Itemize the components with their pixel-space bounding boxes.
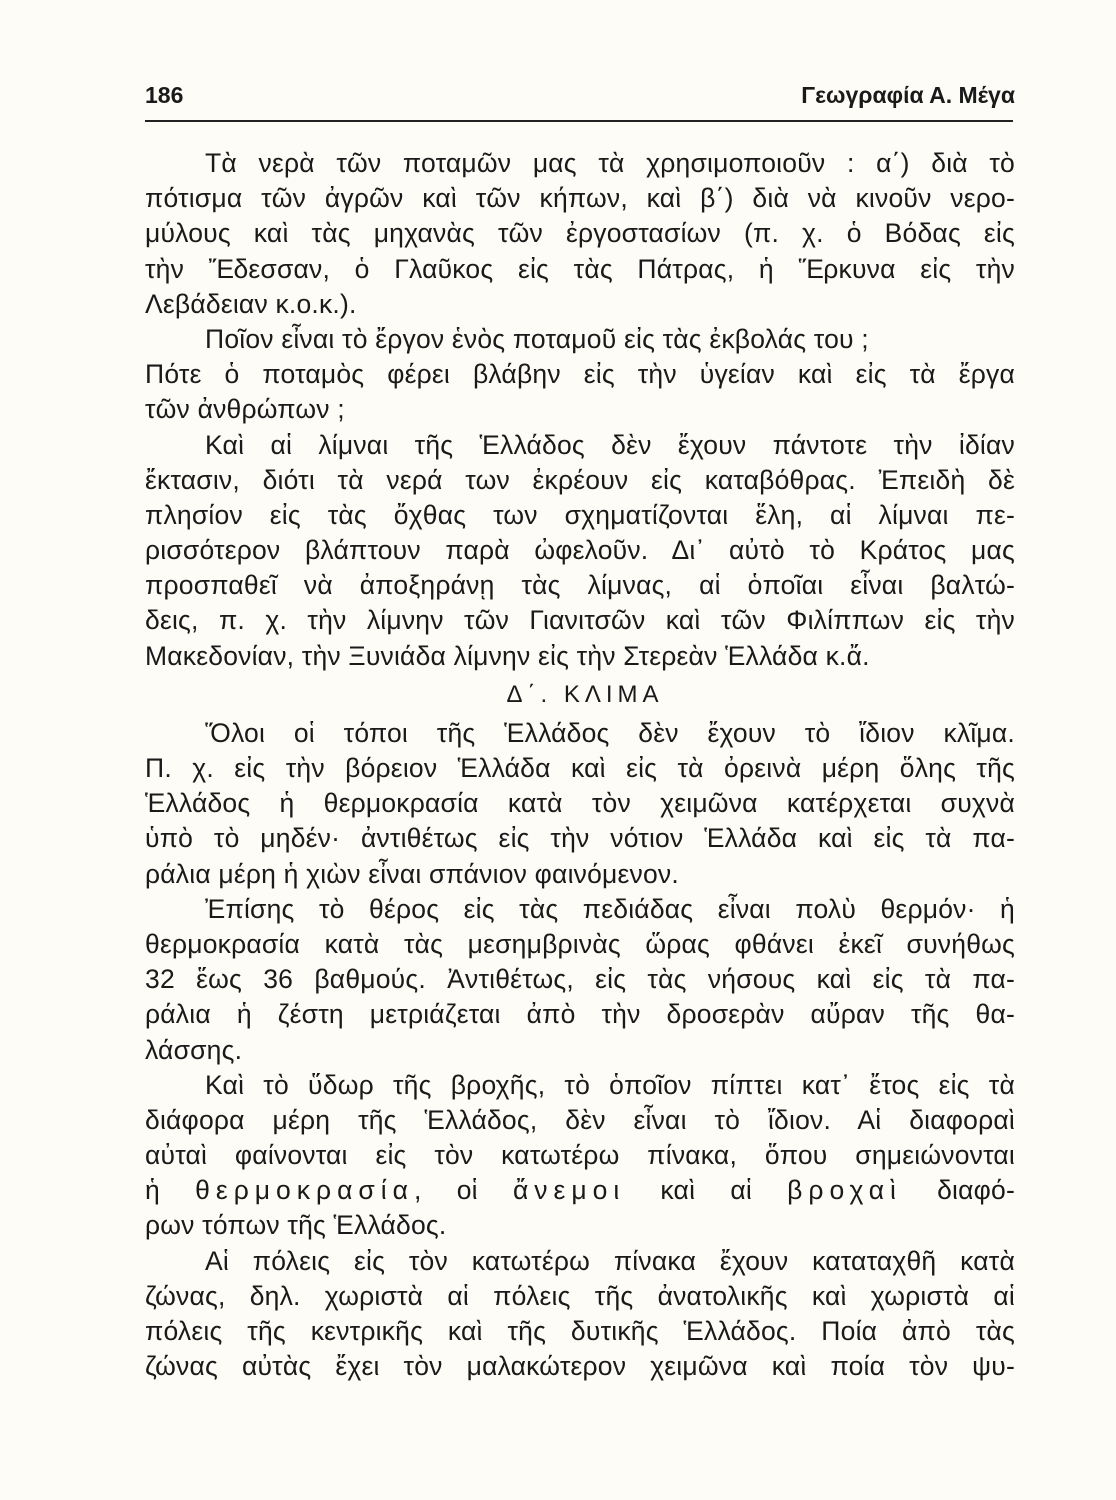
paragraph-questions bbox=[145, 322, 1015, 428]
text-line: Π. χ. εἰς τὴν βόρειον Ἑλλάδα καὶ εἰς τὰ ὀρεινὰ μέρη ὅλης τῆς bbox=[145, 753, 1015, 783]
text-line: Μακεδονίαν, τὴν Ξυνιάδα λίμνην εἰς τὴν Στερεὰν Ἑλλάδα κ.ἄ. bbox=[145, 640, 870, 671]
text-line: τὴν Ἔδεσσαν, ὁ Γλαῦκος εἰς τὰς Πάτρας, ἡ Ἕρκυνα εἰς τὴν bbox=[145, 253, 1015, 284]
running-title: Γεωγραφία Α. Μέγα bbox=[801, 82, 1015, 108]
text-line: ζώνας αὐτὰς ἔχει τὸν μαλακώτερον χειμῶνα καὶ ποία τὸν ψυ- bbox=[145, 1351, 1015, 1382]
spaced-word: θερμοκρασία bbox=[195, 1175, 414, 1206]
spaced-word: βροχαὶ bbox=[787, 1175, 902, 1206]
section-heading: Δ΄. ΚΛΙΜΑ bbox=[506, 680, 664, 708]
paragraph-zones bbox=[145, 1244, 1015, 1385]
text-fragment: ἡ bbox=[145, 1175, 196, 1206]
paragraph-summer bbox=[145, 892, 1015, 1068]
text-line: αὐταὶ φαίνονται εἰς τὸν κατωτέρω πίνακα, ὅπου σημειώνονται bbox=[145, 1140, 1015, 1171]
paragraph-rivers-use bbox=[145, 146, 1015, 322]
text-fragment: , οἱ bbox=[413, 1175, 513, 1206]
text-line: ρων τόπων τῆς Ἑλλάδος. bbox=[145, 1210, 447, 1241]
text-fragment: καὶ αἱ bbox=[625, 1175, 788, 1206]
text-line: ράλια μέρη ἡ χιὼν εἶναι σπάνιον φαινόμενον. bbox=[145, 858, 679, 889]
header-rule bbox=[145, 120, 1013, 122]
text-line: Αἱ πόλεις εἰς τὸν κατωτέρω πίνακα ἔχουν καταταχθῆ κατὰ bbox=[205, 1245, 1015, 1276]
page-number: 186 bbox=[145, 82, 184, 108]
text-line: Ἐπίσης τὸ θέρος εἰς τὰς πεδιάδας εἶναι πολὺ θερμόν· ἡ bbox=[205, 893, 1015, 924]
text-line: ὑπὸ τὸ μηδέν· ἀντιθέτως εἰς τὴν νότιον Ἑλλάδα καὶ εἰς τὰ πα- bbox=[145, 823, 1015, 854]
text-line: θερμοκρασία κατὰ τὰς μεσημβρινὰς ὥρας φθάνει ἐκεῖ συνήθως bbox=[145, 928, 1015, 959]
text-line: λάσσης. bbox=[145, 1034, 243, 1065]
page-header bbox=[145, 82, 1015, 118]
text-line-spaced bbox=[145, 1173, 1015, 1208]
text-line: ράλια ἡ ζέστη μετριάζεται ἀπὸ τὴν δροσερὰν αὔραν τῆς θα- bbox=[145, 999, 1015, 1030]
text-line: Ποῖον εἶναι τὸ ἔργον ἑνὸς ποταμοῦ εἰς τὰς ἐκβολάς του ; bbox=[205, 323, 869, 354]
text-line: πότισμα τῶν ἀγρῶν καὶ τῶν κήπων, καὶ β΄) διὰ νὰ κινοῦν νερο- bbox=[145, 183, 1015, 214]
text-line: ζώνας, δηλ. χωριστὰ αἱ πόλεις τῆς ἀνατολικῆς καὶ χωριστὰ αἱ bbox=[145, 1280, 1015, 1311]
text-line: μύλους καὶ τὰς μηχανὰς τῶν ἐργοστασίων (π. χ. ὁ Βόδας εἰς bbox=[145, 218, 1015, 249]
text-line: Ὅλοι οἱ τόποι τῆς Ἑλλάδος δὲν ἔχουν τὸ ἴδιον κλῖμα. bbox=[205, 717, 1015, 748]
page-body bbox=[145, 146, 1015, 1384]
text-line: ἔκτασιν, διότι τὰ νερά των ἐκρέουν εἰς καταβόθρας. Ἐπειδὴ δὲ bbox=[145, 464, 1015, 495]
text-line: τῶν ἀνθρώπων ; bbox=[145, 394, 345, 425]
paragraph-rainfall bbox=[145, 1068, 1015, 1244]
text-line: Ἑλλάδος ἡ θερμοκρασία κατὰ τὸν χειμῶνα κατέρχεται συχνὰ bbox=[145, 788, 1015, 819]
spaced-word: ἄνεμοι bbox=[512, 1175, 626, 1206]
text-line: Πότε ὁ ποταμὸς φέρει βλάβην εἰς τὴν ὑγείαν καὶ εἰς τὰ ἔργα bbox=[145, 359, 1015, 390]
text-line: ρισσότερον βλάπτουν παρὰ ὠφελοῦν. Δι᾽ αὐτὸ τὸ Κράτος μας bbox=[145, 535, 1015, 566]
text-line: δεις, π. χ. τὴν λίμνην τῶν Γιανιτσῶν καὶ τῶν Φιλίππων εἰς τὴν bbox=[145, 605, 1015, 636]
text-line: διάφορα μέρη τῆς Ἑλλάδος, δὲν εἶναι τὸ ἴδιον. Αἱ διαφοραὶ bbox=[145, 1104, 1015, 1135]
text-line: πόλεις τῆς κεντρικῆς καὶ τῆς δυτικῆς Ἑλλάδος. Ποία ἀπὸ τὰς bbox=[145, 1316, 1015, 1346]
paragraph-climate-intro bbox=[145, 716, 1015, 892]
text-line: Λεβάδειαν κ.ο.κ.). bbox=[145, 288, 357, 319]
text-fragment: διαφό- bbox=[901, 1175, 1016, 1206]
text-line: 32 ἕως 36 βαθμούς. Ἀντιθέτως, εἰς τὰς νήσους καὶ εἰς τὰ πα- bbox=[145, 964, 1015, 995]
text-line: Τὰ νερὰ τῶν ποταμῶν μας τὰ χρησιμοποιοῦν : α΄) διὰ τὸ bbox=[205, 148, 1015, 178]
text-line: πλησίον εἰς τὰς ὄχθας των σχηματίζονται ἕλη, αἱ λίμναι πε- bbox=[145, 499, 1015, 530]
paragraph-lakes bbox=[145, 428, 1015, 674]
text-line: Καὶ αἱ λίμναι τῆς Ἑλλάδος δὲν ἔχουν πάντοτε τὴν ἰδίαν bbox=[205, 429, 1015, 460]
text-line: Καὶ τὸ ὕδωρ τῆς βροχῆς, τὸ ὁποῖον πίπτει κατ᾽ ἔτος εἰς τὰ bbox=[205, 1069, 1015, 1100]
text-line: προσπαθεῖ νὰ ἀποξηράνῃ τὰς λίμνας, αἱ ὁποῖαι εἶναι βαλτώ- bbox=[145, 570, 1015, 601]
